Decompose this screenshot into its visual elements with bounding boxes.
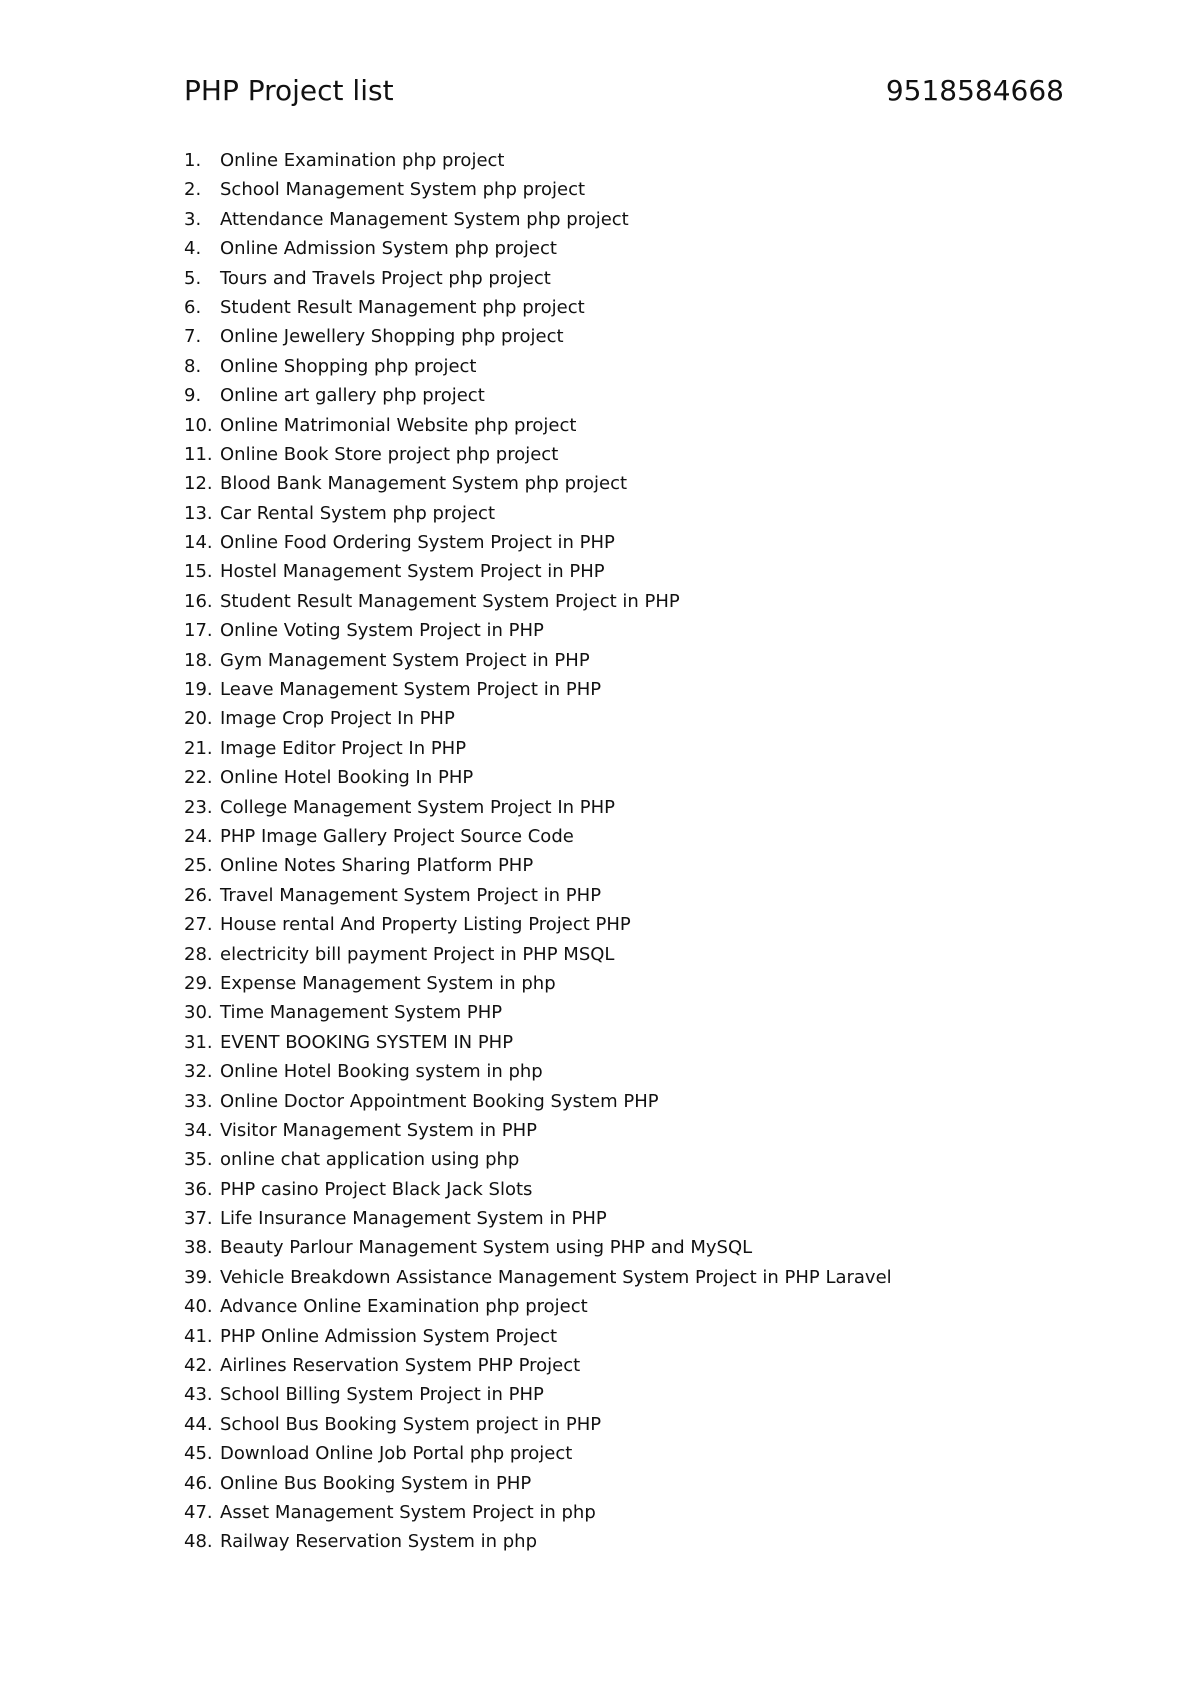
- list-item: [184, 910, 1084, 939]
- list-item-text: Gym Management System Project in PHP: [220, 649, 590, 671]
- list-item-number: 19.: [184, 679, 213, 701]
- list-item: [184, 381, 1084, 410]
- list-item-text: Beauty Parlour Management System using PHP and MySQL: [220, 1237, 753, 1259]
- list-item-number: 48.: [184, 1531, 213, 1553]
- list-item-number: 17.: [184, 620, 213, 642]
- list-item: [184, 1498, 1084, 1527]
- list-item: [184, 234, 1084, 263]
- list-item: [184, 1527, 1084, 1556]
- list-item-number: 2.: [184, 179, 202, 201]
- list-item: [184, 1233, 1084, 1262]
- list-item: [184, 205, 1084, 234]
- list-item-number: 28.: [184, 943, 213, 965]
- list-item-text: School Bus Booking System project in PHP: [220, 1413, 602, 1435]
- list-item-number: 45.: [184, 1443, 213, 1465]
- list-item-text: School Management System php project: [220, 179, 586, 201]
- list-item-number: 7.: [184, 326, 202, 348]
- list-item-number: 3.: [184, 208, 202, 230]
- list-item: [184, 528, 1084, 557]
- list-item-text: Railway Reservation System in php: [220, 1531, 538, 1553]
- list-item-text: Online Voting System Project in PHP: [220, 620, 544, 642]
- list-item-number: 21.: [184, 737, 213, 759]
- list-item: [184, 1087, 1084, 1116]
- list-item-text: Life Insurance Management System in PHP: [220, 1208, 607, 1230]
- page-title: PHP Project list: [184, 74, 394, 107]
- list-item-number: 35.: [184, 1149, 213, 1171]
- list-item-number: 20.: [184, 708, 213, 730]
- list-item: [184, 822, 1084, 851]
- list-item-number: 27.: [184, 914, 213, 936]
- list-item: [184, 881, 1084, 910]
- list-item-text: Attendance Management System php project: [220, 208, 629, 230]
- list-item-number: 18.: [184, 649, 213, 671]
- list-item: [184, 440, 1084, 469]
- list-item-number: 30.: [184, 1002, 213, 1024]
- list-item: [184, 1263, 1084, 1292]
- list-item-text: Online Notes Sharing Platform PHP: [220, 855, 534, 877]
- list-item-text: EVENT BOOKING SYSTEM IN PHP: [220, 1031, 514, 1053]
- list-item-text: Airlines Reservation System PHP Project: [220, 1355, 581, 1377]
- list-item-number: 38.: [184, 1237, 213, 1259]
- list-item: [184, 1145, 1084, 1174]
- list-item: [184, 557, 1084, 586]
- document-header: [184, 74, 1064, 114]
- list-item: [184, 1204, 1084, 1233]
- list-item-number: 15.: [184, 561, 213, 583]
- list-item: [184, 1469, 1084, 1498]
- list-item-number: 47.: [184, 1501, 213, 1523]
- list-item-number: 14.: [184, 532, 213, 554]
- list-item-number: 8.: [184, 355, 202, 377]
- list-item: [184, 675, 1084, 704]
- list-item: [184, 1380, 1084, 1409]
- list-item-number: 22.: [184, 767, 213, 789]
- list-item: [184, 293, 1084, 322]
- list-item-number: 12.: [184, 473, 213, 495]
- list-item-number: 9.: [184, 385, 202, 407]
- list-item: [184, 1057, 1084, 1086]
- list-item-text: Time Management System PHP: [220, 1002, 503, 1024]
- list-item: [184, 763, 1084, 792]
- list-item: [184, 1351, 1084, 1380]
- list-item-number: 24.: [184, 825, 213, 847]
- list-item-number: 29.: [184, 972, 213, 994]
- list-item-number: 26.: [184, 884, 213, 906]
- list-item-text: House rental And Property Listing Project PHP: [220, 914, 631, 936]
- list-item: [184, 1322, 1084, 1351]
- list-item: [184, 1410, 1084, 1439]
- list-item-number: 13.: [184, 502, 213, 524]
- list-item-text: Image Editor Project In PHP: [220, 737, 467, 759]
- list-item: [184, 1439, 1084, 1468]
- list-item-text: Hostel Management System Project in PHP: [220, 561, 605, 583]
- list-item-number: 40.: [184, 1296, 213, 1318]
- list-item-text: Online Hotel Booking system in php: [220, 1061, 543, 1083]
- list-item-text: Online Shopping php project: [220, 355, 477, 377]
- list-item-text: Advance Online Examination php project: [220, 1296, 588, 1318]
- list-item: [184, 969, 1084, 998]
- list-item: [184, 616, 1084, 645]
- list-item-number: 33.: [184, 1090, 213, 1112]
- list-item-text: School Billing System Project in PHP: [220, 1384, 544, 1406]
- list-item-text: Online Examination php project: [220, 150, 505, 171]
- list-item-text: Tours and Travels Project php project: [220, 267, 551, 289]
- list-item-number: 6.: [184, 296, 202, 318]
- list-item-number: 43.: [184, 1384, 213, 1406]
- list-item: [184, 499, 1084, 528]
- list-item-number: 32.: [184, 1061, 213, 1083]
- list-item-text: Visitor Management System in PHP: [220, 1119, 538, 1141]
- list-item-text: PHP casino Project Black Jack Slots: [220, 1178, 533, 1200]
- list-item-text: Online art gallery php project: [220, 385, 485, 407]
- list-item-text: Online Admission System php project: [220, 238, 557, 260]
- list-item: [184, 734, 1084, 763]
- list-item: [184, 1028, 1084, 1057]
- list-item-text: Image Crop Project In PHP: [220, 708, 455, 730]
- list-item-text: College Management System Project In PHP: [220, 796, 616, 818]
- list-item-number: 46.: [184, 1472, 213, 1494]
- list-item: [184, 146, 1084, 175]
- list-item-number: 25.: [184, 855, 213, 877]
- list-item-number: 11.: [184, 443, 213, 465]
- list-item: [184, 469, 1084, 498]
- list-item: [184, 704, 1084, 733]
- list-item-text: Vehicle Breakdown Assistance Management System Project in PHP Laravel: [220, 1266, 892, 1288]
- list-item: [184, 998, 1084, 1027]
- list-item-number: 10.: [184, 414, 213, 436]
- list-item-number: 1.: [184, 150, 202, 171]
- list-item: [184, 322, 1084, 351]
- list-item-text: electricity bill payment Project in PHP MSQL: [220, 943, 615, 965]
- list-item-text: Car Rental System php project: [220, 502, 496, 524]
- list-item-text: Online Matrimonial Website php project: [220, 414, 577, 436]
- phone-number: 9518584668: [885, 74, 1064, 107]
- list-item-number: 36.: [184, 1178, 213, 1200]
- list-item-text: Online Jewellery Shopping php project: [220, 326, 564, 348]
- list-item: [184, 352, 1084, 381]
- list-item-text: online chat application using php: [220, 1149, 520, 1171]
- list-item-text: Online Bus Booking System in PHP: [220, 1472, 532, 1494]
- list-item: [184, 411, 1084, 440]
- list-item-text: Online Book Store project php project: [220, 443, 559, 465]
- list-item: [184, 264, 1084, 293]
- list-item-text: PHP Image Gallery Project Source Code: [220, 825, 574, 847]
- list-item-text: Travel Management System Project in PHP: [220, 884, 602, 906]
- list-item-text: Online Food Ordering System Project in PHP: [220, 532, 615, 554]
- list-item-text: Online Hotel Booking In PHP: [220, 767, 474, 789]
- list-item-text: Student Result Management System Project in PHP: [220, 590, 680, 612]
- list-item: [184, 175, 1084, 204]
- list-item: [184, 1116, 1084, 1145]
- list-item: [184, 1175, 1084, 1204]
- list-item-number: 39.: [184, 1266, 213, 1288]
- list-item: [184, 587, 1084, 616]
- list-item-text: Blood Bank Management System php project: [220, 473, 628, 495]
- list-item: [184, 940, 1084, 969]
- list-item-number: 4.: [184, 238, 202, 260]
- list-item-number: 23.: [184, 796, 213, 818]
- list-item-number: 31.: [184, 1031, 213, 1053]
- list-item-text: Download Online Job Portal php project: [220, 1443, 573, 1465]
- list-item-number: 42.: [184, 1355, 213, 1377]
- list-item-text: Student Result Management php project: [220, 296, 585, 318]
- list-item-text: Asset Management System Project in php: [220, 1501, 596, 1523]
- list-item-number: 37.: [184, 1208, 213, 1230]
- list-item-text: Online Doctor Appointment Booking System PHP: [220, 1090, 659, 1112]
- list-item: [184, 851, 1084, 880]
- list-item: [184, 646, 1084, 675]
- list-item-text: PHP Online Admission System Project: [220, 1325, 558, 1347]
- list-item-number: 44.: [184, 1413, 213, 1435]
- list-item-number: 5.: [184, 267, 202, 289]
- list-item: [184, 793, 1084, 822]
- project-list: [184, 146, 1084, 1557]
- list-item-number: 34.: [184, 1119, 213, 1141]
- list-item-number: 41.: [184, 1325, 213, 1347]
- list-item-text: Expense Management System in php: [220, 972, 556, 994]
- list-item: [184, 1292, 1084, 1321]
- list-item-number: 16.: [184, 590, 213, 612]
- list-item-text: Leave Management System Project in PHP: [220, 679, 602, 701]
